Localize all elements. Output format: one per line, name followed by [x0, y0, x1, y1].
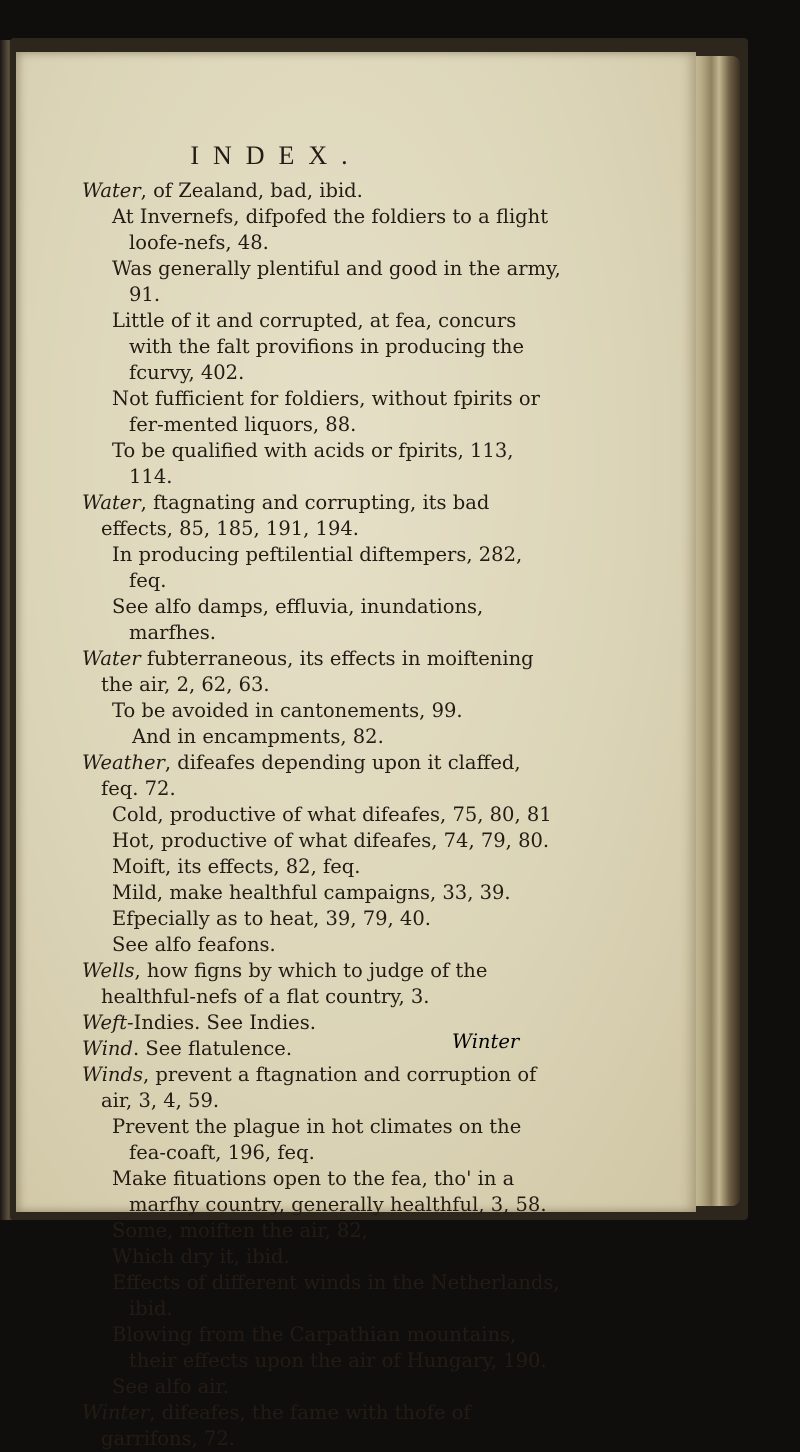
entry-text: Some, moiften the air, 82,	[112, 1219, 368, 1242]
index-entry	[82, 1062, 562, 1114]
entry-headword: Water	[82, 491, 141, 514]
entry-headword: Weft	[82, 1011, 128, 1034]
entry-text: And in encampments, 82.	[132, 725, 384, 748]
index-subentry	[82, 828, 562, 854]
entry-text: Little of it and corrupted, at fea, concurs with the falt provifions in producing the fcurvy, 402.	[112, 309, 524, 384]
index-subentry	[82, 438, 562, 490]
index-entry	[82, 646, 562, 698]
index-subentry	[82, 906, 562, 932]
index-subentry	[82, 1322, 562, 1374]
entry-headword: Winter	[82, 1401, 150, 1424]
entry-text: See alfo damps, effluvia, inundations, marfhes.	[112, 595, 484, 644]
index-subentry	[82, 724, 562, 750]
book-page	[16, 52, 696, 1450]
entry-text: Hot, productive of what difeafes, 74, 79, 80.	[112, 829, 550, 852]
entry-headword: Water	[82, 179, 141, 202]
index-subentry	[82, 308, 562, 386]
index-entry	[82, 1400, 562, 1452]
entry-text: At Invernefs, difpofed the foldiers to a flight loofe-nefs, 48.	[112, 205, 549, 254]
entry-text: fubterraneous, its effects in moiftening the air, 2, 62, 63.	[101, 647, 534, 696]
entry-headword: Wells	[82, 959, 135, 982]
index-subentry	[82, 802, 562, 828]
entry-text: See alfo feafons.	[112, 933, 276, 956]
entry-text: Effects of different winds in the Netherlands, ibid.	[112, 1271, 560, 1320]
entry-text: , how figns by which to judge of the healthful-nefs of a flat country, 3.	[101, 959, 488, 1008]
index-subentry	[82, 854, 562, 880]
index-subentry	[82, 594, 562, 646]
index-entry	[82, 178, 562, 204]
entry-text: Make fituations open to the fea, tho' in a marfhy country, generally healthful, 3, 58.	[112, 1167, 547, 1216]
entry-text: Cold, productive of what difeafes, 75, 80, 81	[112, 803, 552, 826]
index-entries	[82, 178, 562, 1452]
entry-headword: Wind	[82, 1037, 133, 1060]
entry-text: -Indies. See Indies.	[127, 1011, 316, 1034]
entry-text: Moift, its effects, 82, feq.	[112, 855, 361, 878]
entry-text: , ftagnating and corrupting, its bad effects, 85, 185, 191, 194.	[101, 491, 490, 540]
index-subentry	[82, 256, 562, 308]
index-subentry	[82, 386, 562, 438]
index-subentry	[82, 932, 562, 958]
entry-text: . See flatulence.	[132, 1037, 293, 1060]
index-entry	[82, 490, 562, 542]
index-entry	[82, 750, 562, 802]
index-subentry	[82, 1244, 562, 1270]
index-subentry	[82, 1374, 562, 1400]
index-subentry	[82, 204, 562, 256]
entry-text: , of Zealand, bad, ibid.	[140, 179, 363, 202]
entry-text: Not fufficient for foldiers, without fpirits or fer-mented liquors, 88.	[112, 387, 540, 436]
index-subentry	[82, 1114, 562, 1166]
index-subentry	[82, 1218, 562, 1244]
index-subentry	[82, 1166, 562, 1218]
page-header: INDEX.	[190, 141, 362, 170]
catchword: Winter	[452, 1030, 520, 1053]
entry-text: Blowing from the Carpathian mountains, their effects upon the air of Hungary, 190.	[112, 1323, 547, 1372]
index-subentry	[82, 698, 562, 724]
entry-text: Efpecially as to heat, 39, 79, 40.	[112, 907, 431, 930]
index-entry	[82, 958, 562, 1010]
entry-text: , prevent a ftagnation and corruption of air, 3, 4, 59.	[101, 1063, 537, 1112]
index-subentry	[82, 1270, 562, 1322]
entry-text: To be avoided in cantonements, 99.	[112, 699, 463, 722]
entry-text: Prevent the plague in hot climates on the fea-coaft, 196, feq.	[112, 1115, 522, 1164]
entry-text: In producing peftilential diftempers, 282, feq.	[112, 543, 523, 592]
entry-text: Which dry it, ibid.	[112, 1245, 290, 1268]
entry-text: , difeafes, the fame with thofe of garrifons, 72.	[101, 1401, 471, 1450]
entry-text: See alfo air.	[112, 1375, 229, 1398]
entry-text: , difeafes depending upon it claffed, feq. 72.	[101, 751, 521, 800]
entry-text: Mild, make healthful campaigns, 33, 39.	[112, 881, 511, 904]
index-subentry	[82, 542, 562, 594]
entry-headword: Winds	[82, 1063, 143, 1086]
entry-headword: Weather	[82, 751, 165, 774]
index-subentry	[82, 880, 562, 906]
entry-headword: Water	[82, 647, 141, 670]
entry-text: To be qualified with acids or fpirits, 113, 114.	[112, 439, 514, 488]
entry-text: Was generally plentiful and good in the army, 91.	[112, 257, 561, 306]
